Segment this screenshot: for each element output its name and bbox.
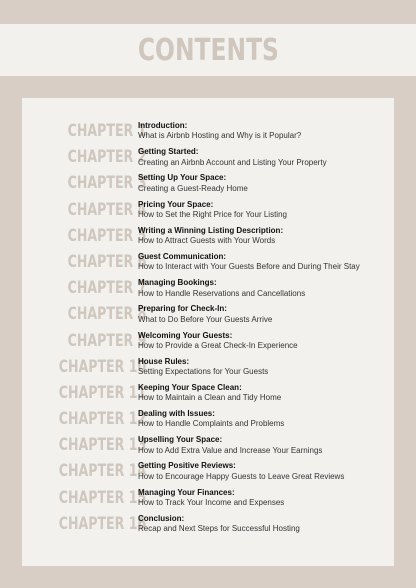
chapter-row (22, 432, 394, 458)
chapter-subtitle: How to Interact with Your Guests Before and During Their Stay (138, 262, 360, 272)
chapter-number: CHAPTER 16 (58, 513, 146, 534)
chapter-text (138, 331, 388, 352)
chapter-heading: Preparing for Check-In: (138, 304, 227, 314)
chapter-heading: Getting Started: (138, 147, 199, 157)
chapter-subtitle: How to Set the Right Price for Your Listing (138, 209, 287, 219)
chapter-row (22, 144, 394, 170)
chapter-subtitle: Creating an Airbnb Account and Listing Your Property (138, 157, 327, 167)
title-band (0, 24, 416, 76)
chapter-number: CHAPTER 14 (58, 461, 146, 482)
chapter-number: CHAPTER 3 (67, 173, 146, 194)
chapter-text (138, 488, 388, 509)
chapter-heading: Guest Communication: (138, 251, 227, 261)
chapter-text (138, 278, 388, 299)
chapter-row (22, 406, 394, 432)
chapter-subtitle: How to Add Extra Value and Increase Your Earnings (138, 445, 323, 455)
chapter-row (22, 380, 394, 406)
chapter-row (22, 458, 394, 484)
chapter-subtitle: How to Provide a Great Check-In Experience (138, 340, 298, 350)
chapter-number: CHAPTER 5 (67, 225, 146, 246)
chapter-row (22, 485, 394, 511)
chapter-subtitle: How to Handle Complaints and Problems (138, 419, 285, 429)
chapter-text (138, 173, 388, 194)
chapter-number: CHAPTER 4 (67, 199, 146, 220)
chapter-text (138, 357, 388, 378)
chapter-heading: Upselling Your Space: (138, 435, 223, 445)
chapter-subtitle: How to Attract Guests with Your Words (138, 236, 276, 246)
chapter-number: CHAPTER 15 (58, 487, 146, 508)
chapter-heading: Welcoming Your Guests: (138, 330, 233, 340)
chapter-number: CHAPTER 9 (67, 330, 146, 351)
chapter-subtitle: Recap and Next Steps for Successful Hosting (138, 524, 300, 534)
chapter-text (138, 514, 388, 535)
chapter-row (22, 301, 394, 327)
chapter-subtitle: What is Airbnb Hosting and Why is it Popular? (138, 131, 302, 141)
chapter-text (138, 252, 388, 273)
chapter-subtitle: How to Maintain a Clean and Tidy Home (138, 393, 282, 403)
chapter-text (138, 461, 388, 482)
chapter-row (22, 118, 394, 144)
chapter-subtitle: How to Handle Reservations and Cancellations (138, 288, 306, 298)
chapter-number: CHAPTER 10 (58, 356, 146, 377)
chapter-number: CHAPTER 7 (67, 278, 146, 299)
chapter-row (22, 197, 394, 223)
chapter-row (22, 249, 394, 275)
chapter-number: CHAPTER 8 (67, 304, 146, 325)
chapter-heading: Keeping Your Space Clean: (138, 382, 242, 392)
chapter-text (138, 383, 388, 404)
chapter-number: CHAPTER 1 (67, 121, 146, 141)
chapter-row (22, 223, 394, 249)
chapter-text (138, 147, 388, 168)
chapter-subtitle: How to Track Your Income and Expenses (138, 498, 285, 508)
chapter-row (22, 511, 394, 537)
chapter-number: CHAPTER 11 (58, 382, 146, 403)
chapter-number: CHAPTER 13 (58, 435, 146, 456)
chapter-row (22, 328, 394, 354)
contents-panel (22, 98, 394, 566)
page-title: CONTENTS (137, 32, 279, 68)
chapter-heading: Setting Up Your Space: (138, 173, 227, 183)
chapter-text (138, 409, 388, 430)
chapter-subtitle: Creating a Guest-Ready Home (138, 183, 248, 193)
chapter-heading: House Rules: (138, 356, 190, 366)
chapter-subtitle: Setting Expectations for Your Guests (138, 367, 269, 377)
chapter-heading: Dealing with Issues: (138, 409, 215, 419)
chapter-heading: Pricing Your Space: (138, 199, 214, 209)
chapter-heading: Writing a Winning Listing Description: (138, 225, 284, 235)
chapter-heading: Conclusion: (138, 513, 185, 523)
chapter-heading: Managing Bookings: (138, 278, 217, 288)
chapter-subtitle: How to Encourage Happy Guests to Leave Great Reviews (138, 471, 345, 481)
chapter-text (138, 121, 388, 142)
chapter-text (138, 200, 388, 221)
chapter-subtitle: What to Do Before Your Guests Arrive (138, 314, 273, 324)
chapter-row (22, 170, 394, 196)
chapter-row (22, 354, 394, 380)
chapter-number: CHAPTER 2 (67, 147, 146, 168)
chapter-heading: Getting Positive Reviews: (138, 461, 236, 471)
chapter-text (138, 304, 388, 325)
chapter-text (138, 435, 388, 456)
chapter-heading: Managing Your Finances: (138, 487, 235, 497)
chapter-heading: Introduction: (138, 121, 188, 130)
chapter-number: CHAPTER 6 (67, 251, 146, 272)
chapter-number: CHAPTER 12 (58, 409, 146, 430)
chapter-text (138, 226, 388, 247)
chapter-list (22, 118, 394, 537)
chapter-row (22, 275, 394, 301)
